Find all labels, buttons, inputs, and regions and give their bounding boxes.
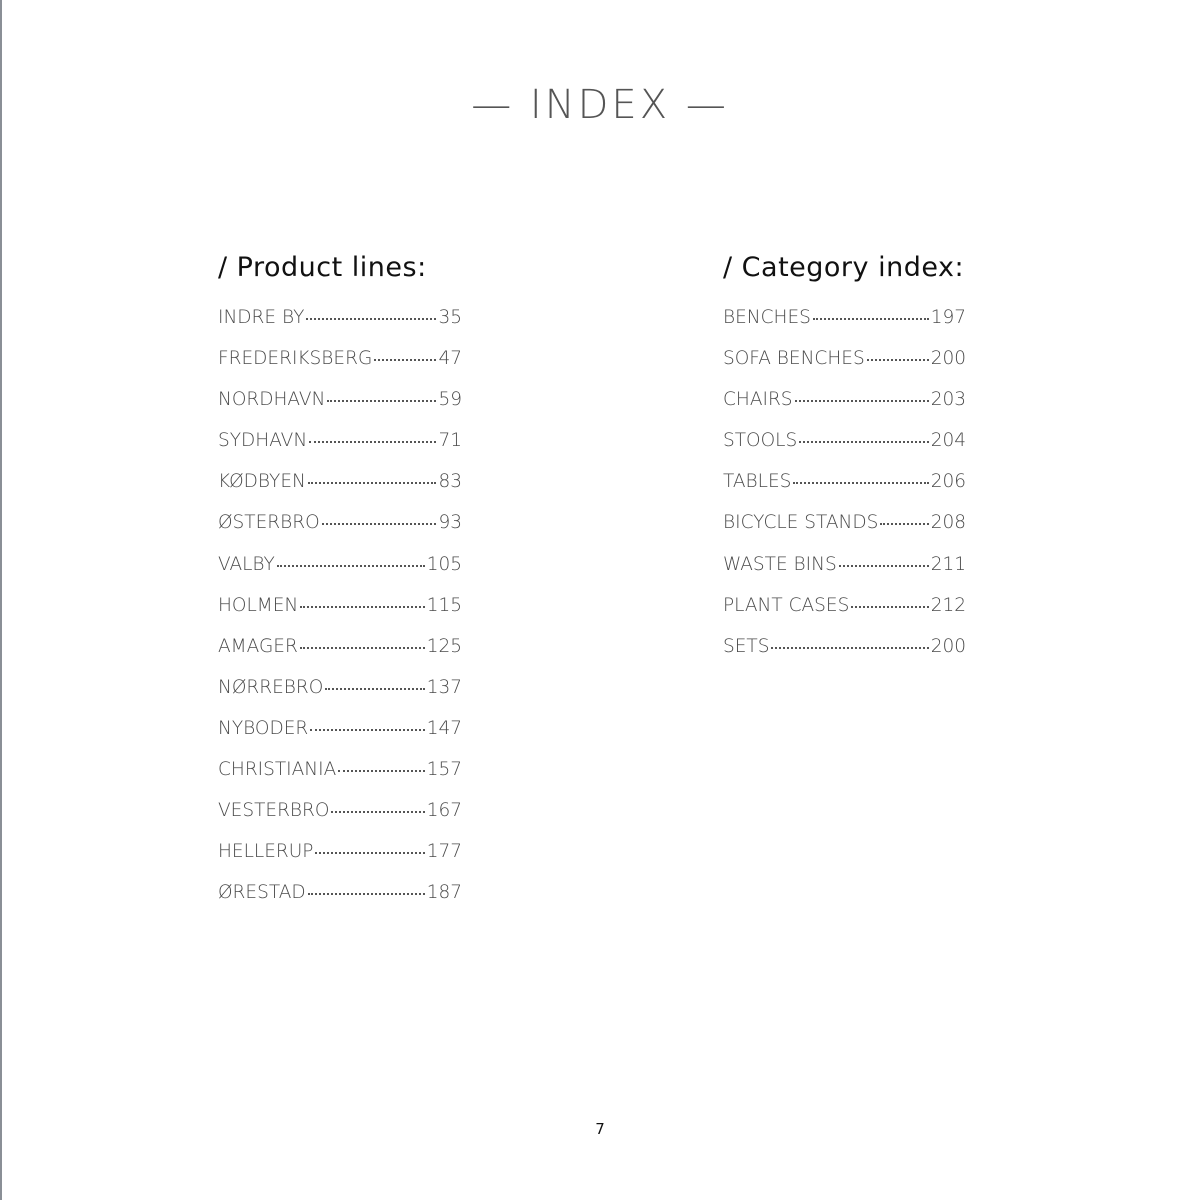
entry-name: SYDHAVN bbox=[218, 430, 308, 452]
entry-page-number: 200 bbox=[930, 348, 966, 370]
index-entry bbox=[723, 307, 966, 348]
entry-page-number: 115 bbox=[426, 594, 462, 616]
entry-page-number: 200 bbox=[930, 635, 966, 657]
category-index-section bbox=[723, 248, 966, 677]
entry-name: SOFA BENCHES bbox=[723, 348, 865, 370]
entry-name: VALBY bbox=[218, 553, 275, 575]
index-entry bbox=[218, 348, 462, 389]
dot-leader bbox=[880, 523, 928, 525]
index-entry bbox=[723, 348, 966, 389]
index-entry bbox=[723, 471, 966, 512]
entry-name: CHRISTIANIA bbox=[218, 759, 337, 781]
entry-name: VESTERBRO bbox=[218, 800, 330, 822]
dot-leader bbox=[795, 400, 929, 402]
entry-page-number: 177 bbox=[426, 841, 462, 863]
entry-page-number: 203 bbox=[930, 389, 966, 411]
entry-name: TABLES bbox=[723, 471, 792, 493]
entry-page-number: 59 bbox=[438, 389, 462, 411]
index-entry bbox=[218, 430, 462, 471]
index-entry bbox=[218, 800, 462, 841]
entry-name: CHAIRS bbox=[723, 389, 793, 411]
entry-name: ØSTERBRO bbox=[218, 512, 320, 534]
entry-page-number: 147 bbox=[426, 717, 462, 739]
dot-leader bbox=[315, 852, 424, 854]
page-title: — INDEX — bbox=[471, 82, 729, 128]
index-entry bbox=[218, 841, 462, 882]
dot-leader bbox=[327, 400, 436, 402]
entry-name: STOOLS bbox=[723, 430, 798, 452]
dot-leader bbox=[374, 359, 436, 361]
entry-name: FREDERIKSBERG bbox=[218, 348, 373, 370]
dot-leader bbox=[308, 482, 437, 484]
dot-leader bbox=[331, 811, 424, 813]
entry-page-number: 204 bbox=[930, 430, 966, 452]
page-number: 7 bbox=[595, 1120, 605, 1138]
index-entry bbox=[723, 512, 966, 553]
entry-name: BENCHES bbox=[723, 307, 811, 328]
entry-name: ØRESTAD bbox=[218, 882, 306, 904]
entry-name: BICYCLE STANDS bbox=[723, 512, 879, 534]
dot-leader bbox=[306, 318, 436, 320]
index-entry bbox=[218, 636, 462, 677]
entry-page-number: 157 bbox=[426, 759, 462, 781]
entry-name: NORDHAVN bbox=[218, 389, 326, 411]
entry-name: INDRE BY bbox=[218, 307, 305, 328]
index-entry bbox=[723, 554, 966, 595]
index-entry bbox=[218, 718, 462, 759]
index-entry bbox=[218, 307, 462, 348]
index-entry bbox=[218, 759, 462, 800]
dot-leader bbox=[338, 770, 424, 772]
page-edge-rule bbox=[0, 0, 2, 1200]
dot-leader bbox=[839, 565, 929, 567]
dot-leader bbox=[851, 606, 928, 608]
entry-page-number: 93 bbox=[438, 512, 462, 534]
index-entry bbox=[723, 430, 966, 471]
index-entry bbox=[218, 512, 462, 553]
dot-leader bbox=[813, 318, 929, 320]
entry-page-number: 212 bbox=[930, 594, 966, 616]
entry-name: WASTE BINS bbox=[723, 553, 837, 575]
entry-page-number: 83 bbox=[438, 471, 462, 493]
dot-leader bbox=[309, 441, 436, 443]
entry-page-number: 105 bbox=[426, 553, 462, 575]
entry-page-number: 211 bbox=[930, 553, 966, 575]
entry-page-number: 187 bbox=[426, 882, 462, 904]
entry-page-number: 137 bbox=[426, 676, 462, 698]
dot-leader bbox=[325, 688, 424, 690]
index-entry bbox=[218, 595, 462, 636]
index-entry bbox=[723, 636, 966, 677]
index-entry bbox=[218, 389, 462, 430]
entry-page-number: 35 bbox=[438, 307, 462, 328]
entry-page-number: 197 bbox=[930, 307, 966, 328]
category-index-list bbox=[723, 307, 966, 677]
index-entry bbox=[723, 389, 966, 430]
dot-leader bbox=[799, 441, 928, 443]
index-entry bbox=[218, 471, 462, 512]
dot-leader bbox=[322, 523, 437, 525]
entry-page-number: 71 bbox=[438, 430, 462, 452]
index-entry bbox=[218, 882, 462, 923]
entry-name: HELLERUP bbox=[218, 841, 314, 863]
entry-page-number: 208 bbox=[930, 512, 966, 534]
entry-page-number: 206 bbox=[930, 471, 966, 493]
dot-leader bbox=[300, 647, 425, 649]
entry-name: NYBODER bbox=[218, 717, 309, 739]
entry-page-number: 125 bbox=[426, 635, 462, 657]
entry-name: HOLMEN bbox=[218, 594, 299, 616]
product-lines-section bbox=[218, 248, 462, 923]
dot-leader bbox=[300, 606, 424, 608]
index-entry bbox=[218, 677, 462, 718]
entry-name: SETS bbox=[723, 635, 770, 657]
entry-page-number: 167 bbox=[426, 800, 462, 822]
entry-name: PLANT CASES bbox=[723, 594, 850, 616]
category-index-heading: / Category index: bbox=[723, 252, 965, 283]
dot-leader bbox=[867, 359, 929, 361]
dot-leader bbox=[277, 565, 425, 567]
index-entry bbox=[723, 595, 966, 636]
index-entry bbox=[218, 554, 462, 595]
dot-leader bbox=[310, 729, 424, 731]
entry-name: AMAGER bbox=[218, 635, 298, 657]
entry-name: KØDBYEN bbox=[218, 471, 306, 493]
dot-leader bbox=[793, 482, 928, 484]
dot-leader bbox=[771, 647, 928, 649]
entry-page-number: 47 bbox=[438, 348, 462, 370]
product-lines-list bbox=[218, 307, 462, 923]
dot-leader bbox=[308, 893, 425, 895]
entry-name: NØRREBRO bbox=[218, 676, 324, 698]
product-lines-heading: / Product lines: bbox=[218, 252, 427, 283]
